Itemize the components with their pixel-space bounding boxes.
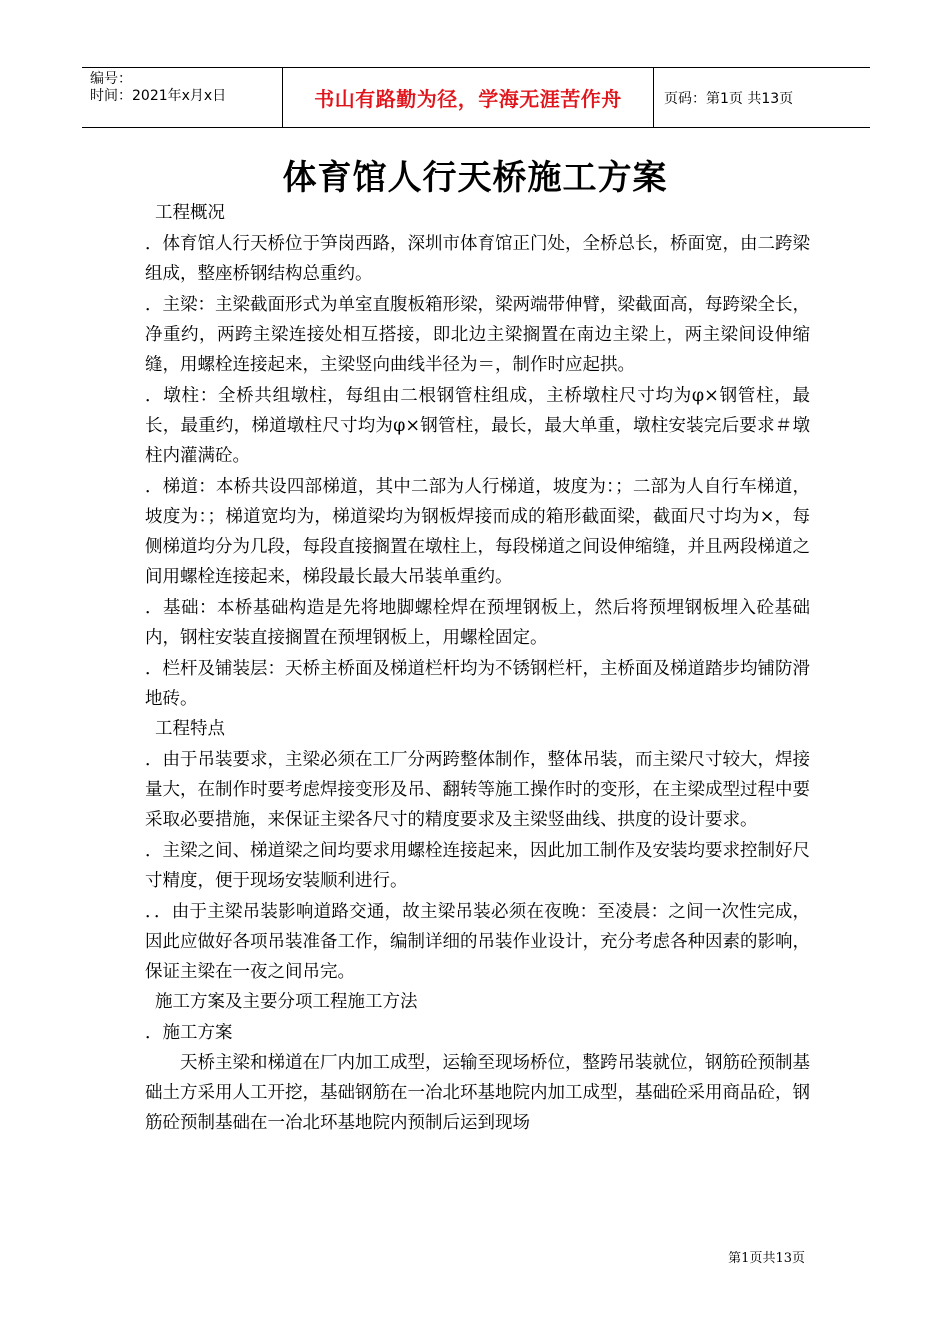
- body-paragraph: ．由于吊装要求，主梁必须在工厂分两跨整体制作，整体吊装，而主梁尺寸较大，焊接量大，在制作时要考虑焊接变形及吊、翻转等施工操作时的变形，在主梁成型过程中要采取必要措施，来保证主梁各尺寸的精度要求及主梁竖曲线、拱度的设计要求。: [145, 750, 810, 830]
- header-page-number: 页码：第1页 共13页: [664, 90, 794, 107]
- body-paragraph: ．主梁：主梁截面形式为单室直腹板箱形梁，梁两端带伸臂，梁截面高，每跨梁全长，净重约，两跨主梁连接处相互搭接，即北边主梁搁置在南边主梁上，两主梁间设伸缩缝，用螺栓连接起来，主梁竖向曲线半径为＝，制作时应起拱。: [145, 295, 810, 375]
- header-motto-cell: [282, 68, 654, 127]
- header-motto: 书山有路勤为径，学海无涯苦作舟: [314, 87, 622, 111]
- body-paragraph: ．主梁之间、梯道梁之间均要求用螺栓连接起来，因此加工制作及安装均要求控制好尺寸精度，便于现场安装顺利进行。: [145, 841, 810, 891]
- body-paragraph: ．体育馆人行天桥位于笋岗西路，深圳市体育馆正门处，全桥总长，桥面宽，由二跨梁组成，整座桥钢结构总重约。: [145, 234, 810, 284]
- body-paragraph: 天桥主梁和梯道在厂内加工成型，运输至现场桥位，整跨吊装就位，钢筋砼预制基础土方采用人工开挖，基础钢筋在一冶北环基地院内加工成型，基础砼采用商品砼，钢筋砼预制基础在一冶北环基地院内预制后运到现场: [145, 1053, 810, 1133]
- page-title: 体育馆人行天桥施工方案: [282, 158, 668, 198]
- body-paragraph: ．梯道：本桥共设四部梯道，其中二部为人行梯道，坡度为：；二部为人自行车梯道，坡度为：；梯道宽均为，梯道梁均为钢板焊接而成的箱形截面梁，截面尺寸均为×，每侧梯道均分为几段，每段直接搁置在墩柱上，每段梯道之间设伸缩缝，并且两段梯道之间用螺栓连接起来，梯段最长最大吊装单重约。: [145, 477, 810, 587]
- body-paragraph: ．栏杆及铺装层：天桥主桥面及梯道栏杆均为不锈钢栏杆，主桥面及梯道踏步均铺防滑地砖。: [145, 659, 810, 709]
- body-paragraph: ．墩柱：全桥共组墩柱，每组由二根钢管柱组成，主桥墩柱尺寸均为φ×钢管柱，最长，最重约，梯道墩柱尺寸均为φ×钢管柱，最长，最大单重，墩柱安装完后要求＃墩柱内灌满砼。: [145, 386, 810, 466]
- document-body: [145, 198, 810, 1138]
- document-number-label: 编号：: [90, 71, 132, 87]
- document-time-label: 时间：2021年x月x日: [90, 88, 227, 104]
- page-header: [82, 67, 870, 128]
- body-paragraph: ．施工方案: [145, 1023, 233, 1043]
- body-paragraph: ．基础：本桥基础构造是先将地脚螺栓焊在预埋钢板上，然后将预埋钢板埋入砼基础内，钢柱安装直接搁置在预埋钢板上，用螺栓固定。: [145, 598, 810, 648]
- page-footer: 第1页共13页: [728, 1251, 805, 1266]
- section-heading: 施工方案及主要分项工程施工方法: [155, 992, 418, 1012]
- section-heading: 工程特点: [155, 719, 225, 739]
- section-heading: 工程概况: [155, 203, 225, 223]
- body-paragraph: ．．由于主梁吊装影响道路交通，故主梁吊装必须在夜晚：至凌晨：之间一次性完成，因此应做好各项吊装准备工作，编制详细的吊装作业设计，充分考虑各种因素的影响，保证主梁在一夜之间吊完。: [145, 902, 810, 982]
- header-meta: [82, 68, 282, 127]
